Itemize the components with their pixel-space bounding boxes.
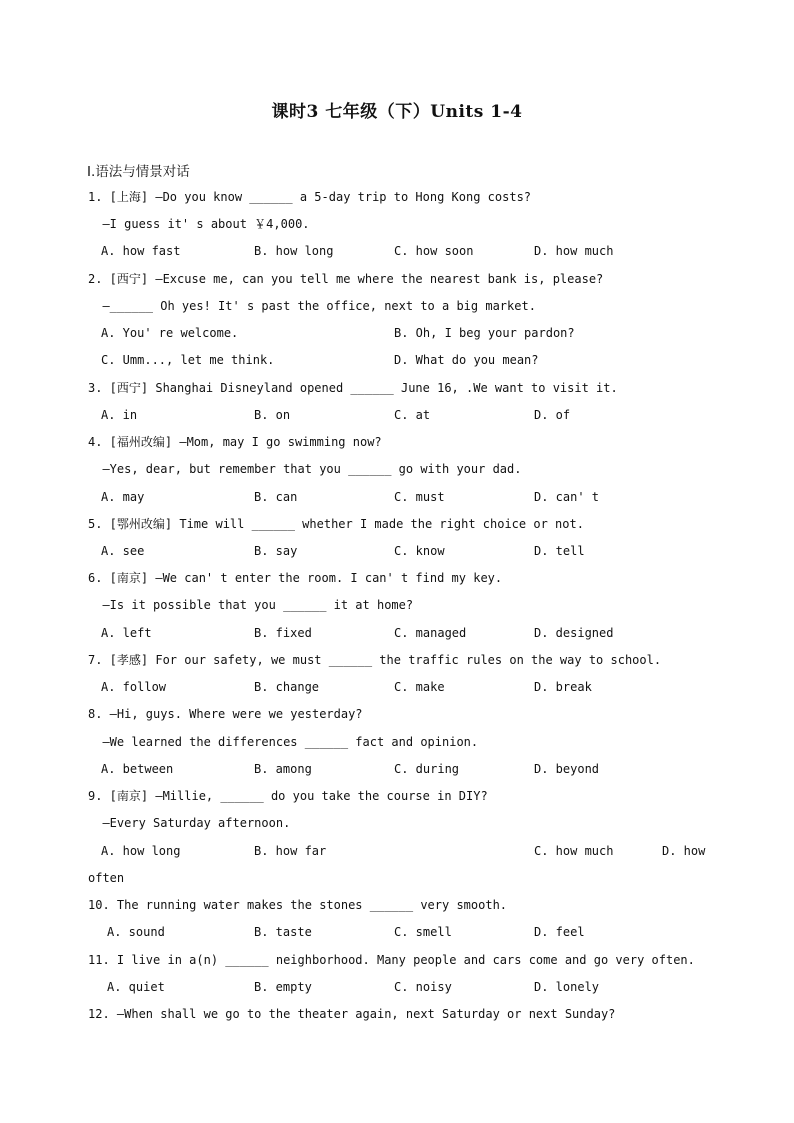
question-text: 10. The running water makes the stones ______ very smooth. [88,898,508,912]
answer-option: B. Oh, I beg your pardon? [394,326,575,340]
answer-option: A. between [101,762,174,776]
answer-option: C. know [394,544,445,558]
question-text: —Every Saturday afternoon. [88,816,291,830]
answer-option: B. how far [254,844,327,858]
answer-option: D. feel [534,925,585,939]
answer-option: C. smell [394,925,452,939]
answer-option: D. how [662,844,706,858]
answer-option: A. sound [107,925,165,939]
question-text: 5. [鄂州改编] Time will ______ whether I made the right choice or not. [88,517,584,531]
answer-option: D. What do you mean? [394,353,539,367]
answer-option: A. how long [101,844,181,858]
answer-option: B. fixed [254,626,312,640]
question-wrap-text: often [88,871,125,885]
answer-option: C. managed [394,626,467,640]
answer-option: C. how much [534,844,614,858]
answer-option: B. among [254,762,312,776]
answer-option: A. quiet [107,980,165,994]
answer-option: C. during [394,762,460,776]
answer-option: D. tell [534,544,585,558]
section-heading: Ⅰ.语法与情景对话 [87,164,190,180]
answer-option: B. empty [254,980,312,994]
answer-option: A. may [101,490,145,504]
answer-option: A. You' re welcome. [101,326,239,340]
question-text: 2. [西宁] —Excuse me, can you tell me where the nearest bank is, please? [88,272,604,286]
answer-option: A. in [101,408,138,422]
question-text: 9. [南京] —Millie, ______ do you take the course in DIY? [88,789,488,803]
answer-option: D. can' t [534,490,600,504]
question-text: —Is it possible that you ______ it at home? [88,598,414,612]
question-text: —I guess it' s about ￥4,000. [88,217,310,231]
question-text: —We learned the differences ______ fact and opinion. [88,735,479,749]
answer-option: C. Umm..., let me think. [101,353,275,367]
answer-option: D. lonely [534,980,600,994]
answer-option: A. follow [101,680,167,694]
answer-option: B. change [254,680,320,694]
answer-option: C. at [394,408,431,422]
answer-option: A. left [101,626,152,640]
answer-option: C. make [394,680,445,694]
answer-option: A. see [101,544,145,558]
answer-option: B. can [254,490,298,504]
question-text: —______ Oh yes! It' s past the office, next to a big market. [88,299,536,313]
page-title: 课时3 七年级（下）Units 1-4 [271,102,523,122]
answer-option: C. how soon [394,244,474,258]
question-text: 4. [福州改编] —Mom, may I go swimming now? [88,435,382,449]
question-text: —Yes, dear, but remember that you ______ go with your dad. [88,462,522,476]
answer-option: D. how much [534,244,614,258]
answer-option: C. noisy [394,980,452,994]
answer-option: D. designed [534,626,614,640]
question-text: 3. [西宁] Shanghai Disneyland opened ______ June 16, .We want to visit it. [88,381,618,395]
question-text: 12. —When shall we go to the theater again, next Saturday or next Sunday? [88,1007,616,1021]
answer-option: A. how fast [101,244,181,258]
question-text: 8. —Hi, guys. Where were we yesterday? [88,707,363,721]
answer-option: B. taste [254,925,312,939]
answer-option: B. how long [254,244,334,258]
answer-option: B. say [254,544,298,558]
question-text: 1. [上海] —Do you know ______ a 5-day trip to Hong Kong costs? [88,190,532,204]
answer-option: B. on [254,408,291,422]
answer-option: D. beyond [534,762,600,776]
answer-option: D. break [534,680,592,694]
answer-option: D. of [534,408,571,422]
question-text: 7. [孝感] For our safety, we must ______ the traffic rules on the way to school. [88,653,662,667]
answer-option: C. must [394,490,445,504]
question-text: 11. I live in a(n) ______ neighborhood. Many people and cars come and go very often. [88,953,695,967]
question-text: 6. [南京] —We can' t enter the room. I can' t find my key. [88,571,503,585]
